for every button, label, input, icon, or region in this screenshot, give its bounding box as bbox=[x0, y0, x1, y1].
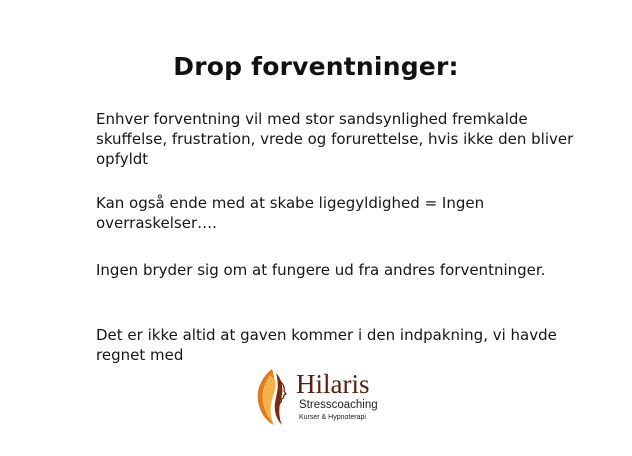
slide-title: Drop forventninger: bbox=[173, 52, 459, 81]
hilaris-logo bbox=[252, 367, 402, 427]
logo-tagline: Kurser & Hypnoterapi bbox=[299, 414, 366, 421]
logo-subtitle: Stresscoaching bbox=[299, 399, 378, 411]
paragraph-indifference: Kan også ende med at skabe ligegyldighed = Ingen overraskelser…. bbox=[96, 194, 485, 232]
paragraph-expectations-disappointment: Enhver forventning vil med stor sandsynlighed fremkalde skuffelse, frustration, vrede og forurettelse, hvis ikke den bliver opfyldt bbox=[96, 110, 574, 168]
logo-name: Hilaris bbox=[296, 369, 370, 399]
paragraph-gift-wrapping: Det er ikke altid at gaven kommer i den indpakning, vi havde regnet med bbox=[96, 326, 557, 364]
woman-profile-flame-icon bbox=[252, 367, 290, 427]
paragraph-others-expectations: Ingen bryder sig om at fungere ud fra andres forventninger. bbox=[96, 261, 546, 279]
